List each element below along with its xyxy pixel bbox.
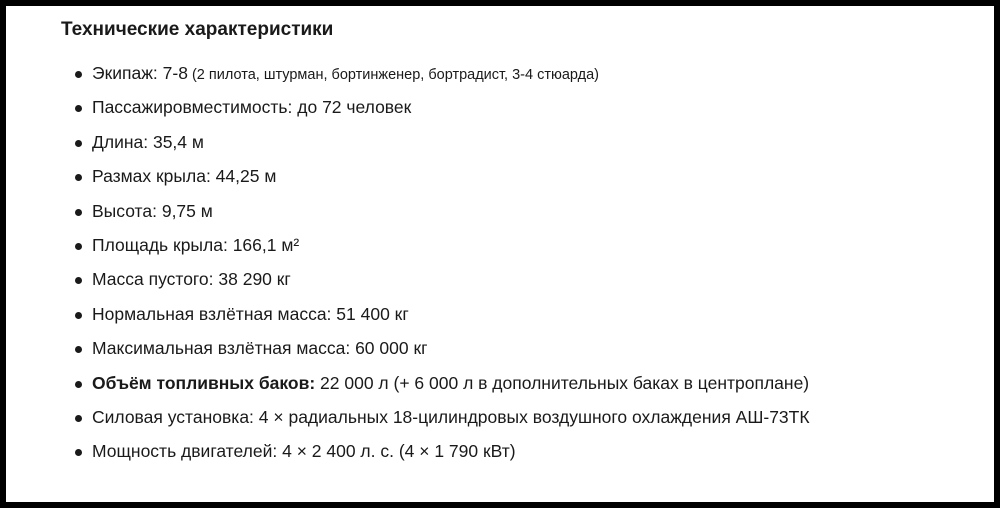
spec-item-capacity: [6, 92, 810, 126]
spec-value: 4 × радиальных 18-цилиндровых воздушного охлаждения АШ-73ТК: [253, 406, 810, 427]
spec-label: Высота:: [92, 200, 157, 221]
bullet-icon: [75, 381, 82, 388]
spec-value: 4 × 2 400 л. с. (4 × 1 790 кВт): [277, 441, 516, 462]
spec-label: Силовая установка:: [92, 406, 254, 427]
spec-value: 35,4 м: [148, 131, 204, 152]
spec-label: Размах крыла:: [92, 166, 211, 187]
spec-label: Площадь крыла:: [92, 234, 228, 255]
spec-label: Пассажировместимость:: [92, 97, 293, 118]
bullet-icon: [75, 415, 82, 422]
spec-label: Нормальная взлётная масса:: [92, 303, 332, 324]
spec-item-crew: [6, 58, 810, 92]
spec-list: [6, 58, 810, 471]
document-frame: [6, 6, 994, 502]
spec-value: 22 000 л (+ 6 000 л в дополнительных баках в центроплане): [315, 372, 810, 393]
spec-item-max-takeoff-weight: [6, 333, 810, 367]
bullet-icon: [75, 105, 82, 112]
spec-label: Экипаж:: [92, 63, 158, 83]
bullet-icon: [75, 449, 82, 456]
spec-value: 60 000 кг: [350, 338, 428, 359]
spec-item-wing-area: [6, 230, 810, 264]
spec-value: 44,25 м: [210, 166, 277, 187]
spec-value: 51 400 кг: [331, 303, 409, 324]
bullet-icon: [75, 243, 82, 250]
spec-item-empty-weight: [6, 264, 810, 298]
spec-item-height: [6, 196, 810, 230]
spec-label: Мощность двигателей:: [92, 441, 278, 462]
bullet-icon: [75, 209, 82, 216]
spec-value: до 72 человек: [292, 97, 412, 118]
spec-label: Максимальная взлётная масса:: [92, 338, 351, 359]
spec-note: (2 пилота, штурман, бортинженер, бортрадист, 3-4 стюарда): [187, 67, 600, 83]
spec-value: 9,75 м: [156, 200, 213, 221]
spec-label: Объём топливных баков:: [92, 372, 316, 393]
spec-value: 38 290 кг: [213, 269, 291, 290]
spec-item-length: [6, 127, 810, 161]
spec-label: Масса пустого:: [92, 269, 214, 290]
bullet-icon: [75, 346, 82, 353]
spec-item-normal-takeoff-weight: [6, 299, 810, 333]
spec-item-wingspan: [6, 161, 810, 195]
spec-item-fuel-capacity: [6, 368, 810, 402]
spec-value: 166,1 м²: [227, 234, 300, 255]
spec-label: Длина:: [92, 131, 149, 152]
bullet-icon: [75, 174, 82, 181]
bullet-icon: [75, 312, 82, 319]
bullet-icon: [75, 71, 82, 78]
spec-item-powerplant: [6, 402, 810, 436]
spec-item-engine-power: [6, 436, 810, 470]
section-title: Технические характеристики: [61, 19, 334, 40]
spec-value: 7-8: [157, 63, 188, 83]
bullet-icon: [75, 277, 82, 284]
bullet-icon: [75, 140, 82, 147]
